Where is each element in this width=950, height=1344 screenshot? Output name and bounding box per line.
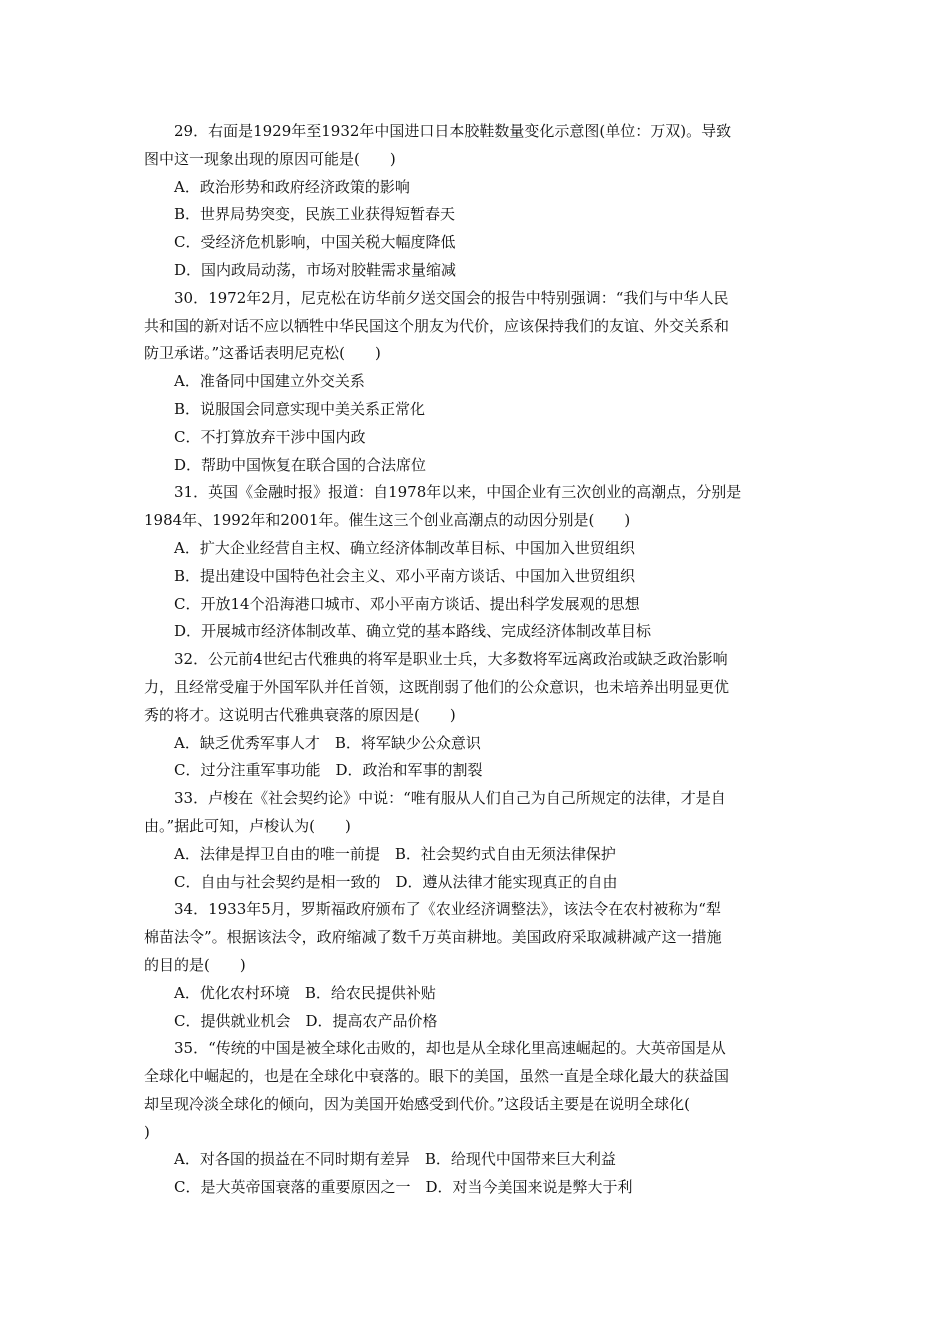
option-a: A．政治形势和政府经济政策的影响 <box>174 177 410 196</box>
option-a-b: A．对各国的损益在不同时期有差异 B．给现代中国带来巨大利益 <box>174 1150 616 1169</box>
question-stem-line: 34．1933年5月，罗斯福政府颁布了《农业经济调整法》，该法令在农村被称为“犁 <box>174 900 721 919</box>
question-29 <box>144 118 808 285</box>
question-stem-line: 30．1972年2月，尼克松在访华前夕送交国会的报告中特别强调：“我们与中华人民 <box>174 288 729 307</box>
option-b: B．世界局势突变，民族工业获得短暂春天 <box>174 205 456 224</box>
option-c: C．受经济危机影响，中国关税大幅度降低 <box>174 233 456 252</box>
option-b: B．提出建设中国特色社会主义、邓小平南方谈话、中国加入世贸组织 <box>174 566 636 585</box>
question-stem-line: 力，且经常受雇于外国军队并任首领，这既削弱了他们的公众意识，也未培养出明显更优 <box>144 677 730 696</box>
option-d: D．开展城市经济体制改革、确立党的基本路线、完成经济体制改革目标 <box>174 622 652 641</box>
question-stem-line: 的目的是( ) <box>144 955 246 974</box>
option-c: C．开放14个沿海港口城市、邓小平南方谈话、提出科学发展观的思想 <box>174 594 640 613</box>
question-stem-line: 防卫承诺。”这番话表明尼克松( ) <box>144 344 381 363</box>
question-stem-line: 32．公元前4世纪古代雅典的将军是职业士兵，大多数将军远离政治或缺乏政治影响 <box>174 650 728 669</box>
question-stem-line: 31．英国《金融时报》报道：自1978年以来，中国企业有三次创业的高潮点，分别是 <box>174 483 742 502</box>
question-stem-line: 却呈现冷淡全球化的倾向，因为美国开始感受到代价。”这段话主要是在说明全球化( <box>144 1094 691 1113</box>
question-stem-line: 1984年、1992年和2001年。催生这三个创业高潮点的动因分别是( ) <box>144 511 631 530</box>
option-a-b: A．法律是捍卫自由的唯一前提 B．社会契约式自由无须法律保护 <box>174 844 616 863</box>
question-stem-line: 35．“传统的中国是被全球化击败的，却也是从全球化里高速崛起的。大英帝国是从 <box>174 1039 726 1058</box>
option-c-d: C．是大英帝国衰落的重要原因之一 D．对当今美国来说是弊大于利 <box>174 1178 633 1197</box>
question-33 <box>144 785 808 896</box>
option-c: C．不打算放弃干涉中国内政 <box>174 427 366 446</box>
question-stem-line: 全球化中崛起的，也是在全球化中衰落的。眼下的美国，虽然一直是全球化最大的获益国 <box>144 1067 730 1086</box>
option-c-d: C．自由与社会契约是相一致的 D．遵从法律才能实现真正的自由 <box>174 872 618 891</box>
question-stem-line: 33．卢梭在《社会契约论》中说：“唯有服从人们自己为自己所规定的法律，才是自 <box>174 789 726 808</box>
question-stem-line: ) <box>144 1122 150 1141</box>
question-stem-line: 图中这一现象出现的原因可能是( ) <box>144 149 396 168</box>
question-31 <box>144 479 808 646</box>
option-d: D．帮助中国恢复在联合国的合法席位 <box>174 455 427 474</box>
question-35 <box>144 1035 808 1202</box>
option-a: A．扩大企业经营自主权、确立经济体制改革目标、中国加入世贸组织 <box>174 538 635 557</box>
question-32 <box>144 646 808 785</box>
option-a: A．准备同中国建立外交关系 <box>174 372 365 391</box>
option-a-b: A．缺乏优秀军事人才 B．将军缺少公众意识 <box>174 733 481 752</box>
question-stem-line: 棉苗法令”。根据该法令，政府缩减了数千万英亩耕地。美国政府采取减耕减产这一措施 <box>144 928 722 947</box>
question-30 <box>144 285 808 480</box>
question-stem-line: 29．右面是1929年至1932年中国进口日本胶鞋数量变化示意图(单位：万双)。导致 <box>174 122 732 140</box>
option-d: D．国内政局动荡，市场对胶鞋需求量缩减 <box>174 260 457 279</box>
question-34 <box>144 896 808 1035</box>
question-list <box>144 118 808 1202</box>
option-c-d: C．过分注重军事功能 D．政治和军事的割裂 <box>174 761 483 780</box>
option-a-b: A．优化农村环境 B．给农民提供补贴 <box>174 983 436 1002</box>
question-stem-line: 共和国的新对话不应以牺牲中华民国这个朋友为代价，应该保持我们的友谊、外交关系和 <box>144 316 730 335</box>
question-stem-line: 秀的将才。这说明古代雅典衰落的原因是( ) <box>144 705 456 724</box>
option-b: B．说服国会同意实现中美关系正常化 <box>174 399 426 418</box>
question-stem-line: 由。”据此可知，卢梭认为( ) <box>144 816 351 835</box>
option-c-d: C．提供就业机会 D．提高农产品价格 <box>174 1011 438 1030</box>
